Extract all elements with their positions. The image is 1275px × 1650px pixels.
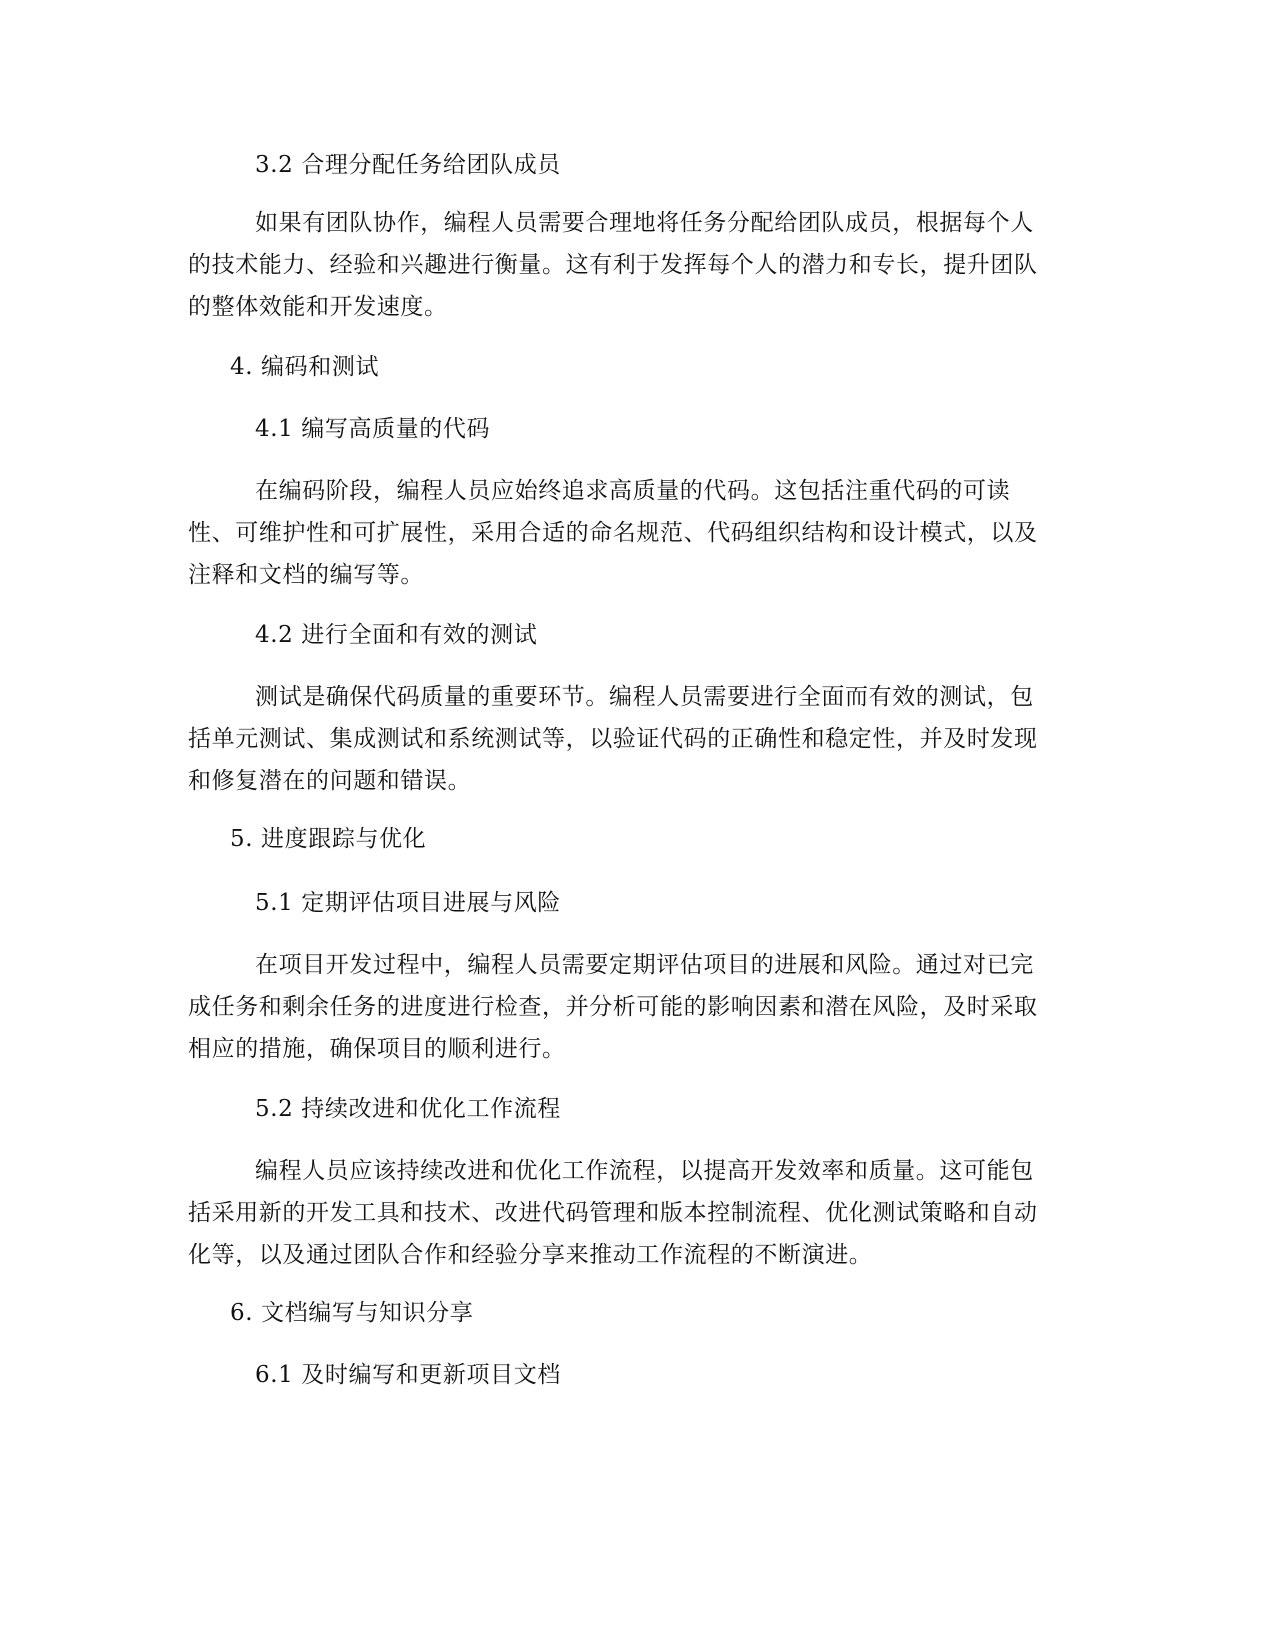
- paragraph-line: 注释和文档的编写等。: [188, 562, 424, 588]
- subheading-5-1: 5.1 定期评估项目进展与风险: [255, 890, 561, 916]
- paragraph-line: 编程人员应该持续改进和优化工作流程，以提高开发效率和质量。这可能包: [255, 1158, 1034, 1184]
- subheading-4-1: 4.1 编写高质量的代码: [255, 416, 491, 442]
- heading-6: 6. 文档编写与知识分享: [230, 1300, 474, 1326]
- paragraph-line: 如果有团队协作，编程人员需要合理地将任务分配给团队成员，根据每个人: [255, 210, 1034, 236]
- paragraph-line: 的整体效能和开发速度。: [188, 294, 448, 320]
- paragraph-line: 在项目开发过程中，编程人员需要定期评估项目的进展和风险。通过对已完: [255, 952, 1034, 978]
- paragraph-line: 在编码阶段，编程人员应始终追求高质量的代码。这包括注重代码的可读: [255, 478, 1011, 504]
- paragraph-line: 括采用新的开发工具和技术、改进代码管理和版本控制流程、优化测试策略和自动: [188, 1200, 1038, 1226]
- paragraph-line: 的技术能力、经验和兴趣进行衡量。这有利于发挥每个人的潜力和专长，提升团队: [188, 252, 1038, 278]
- paragraph-line: 成任务和剩余任务的进度进行检查，并分析可能的影响因素和潜在风险，及时采取: [188, 994, 1038, 1020]
- subheading-5-2: 5.2 持续改进和优化工作流程: [255, 1096, 561, 1122]
- subheading-4-2: 4.2 进行全面和有效的测试: [255, 622, 538, 648]
- paragraph-line: 和修复潜在的问题和错误。: [188, 768, 472, 794]
- paragraph-line: 相应的措施，确保项目的顺利进行。: [188, 1036, 566, 1062]
- paragraph-line: 测试是确保代码质量的重要环节。编程人员需要进行全面而有效的测试，包: [255, 684, 1034, 710]
- subheading-6-1: 6.1 及时编写和更新项目文档: [255, 1362, 561, 1388]
- paragraph-line: 化等，以及通过团队合作和经验分享来推动工作流程的不断演进。: [188, 1242, 873, 1268]
- paragraph-line: 括单元测试、集成测试和系统测试等，以验证代码的正确性和稳定性，并及时发现: [188, 726, 1038, 752]
- heading-4: 4. 编码和测试: [230, 354, 380, 380]
- paragraph-line: 性、可维护性和可扩展性，采用合适的命名规范、代码组织结构和设计模式，以及: [188, 520, 1038, 546]
- subheading-3-2: 3.2 合理分配任务给团队成员: [255, 152, 561, 178]
- heading-5: 5. 进度跟踪与优化: [230, 826, 427, 852]
